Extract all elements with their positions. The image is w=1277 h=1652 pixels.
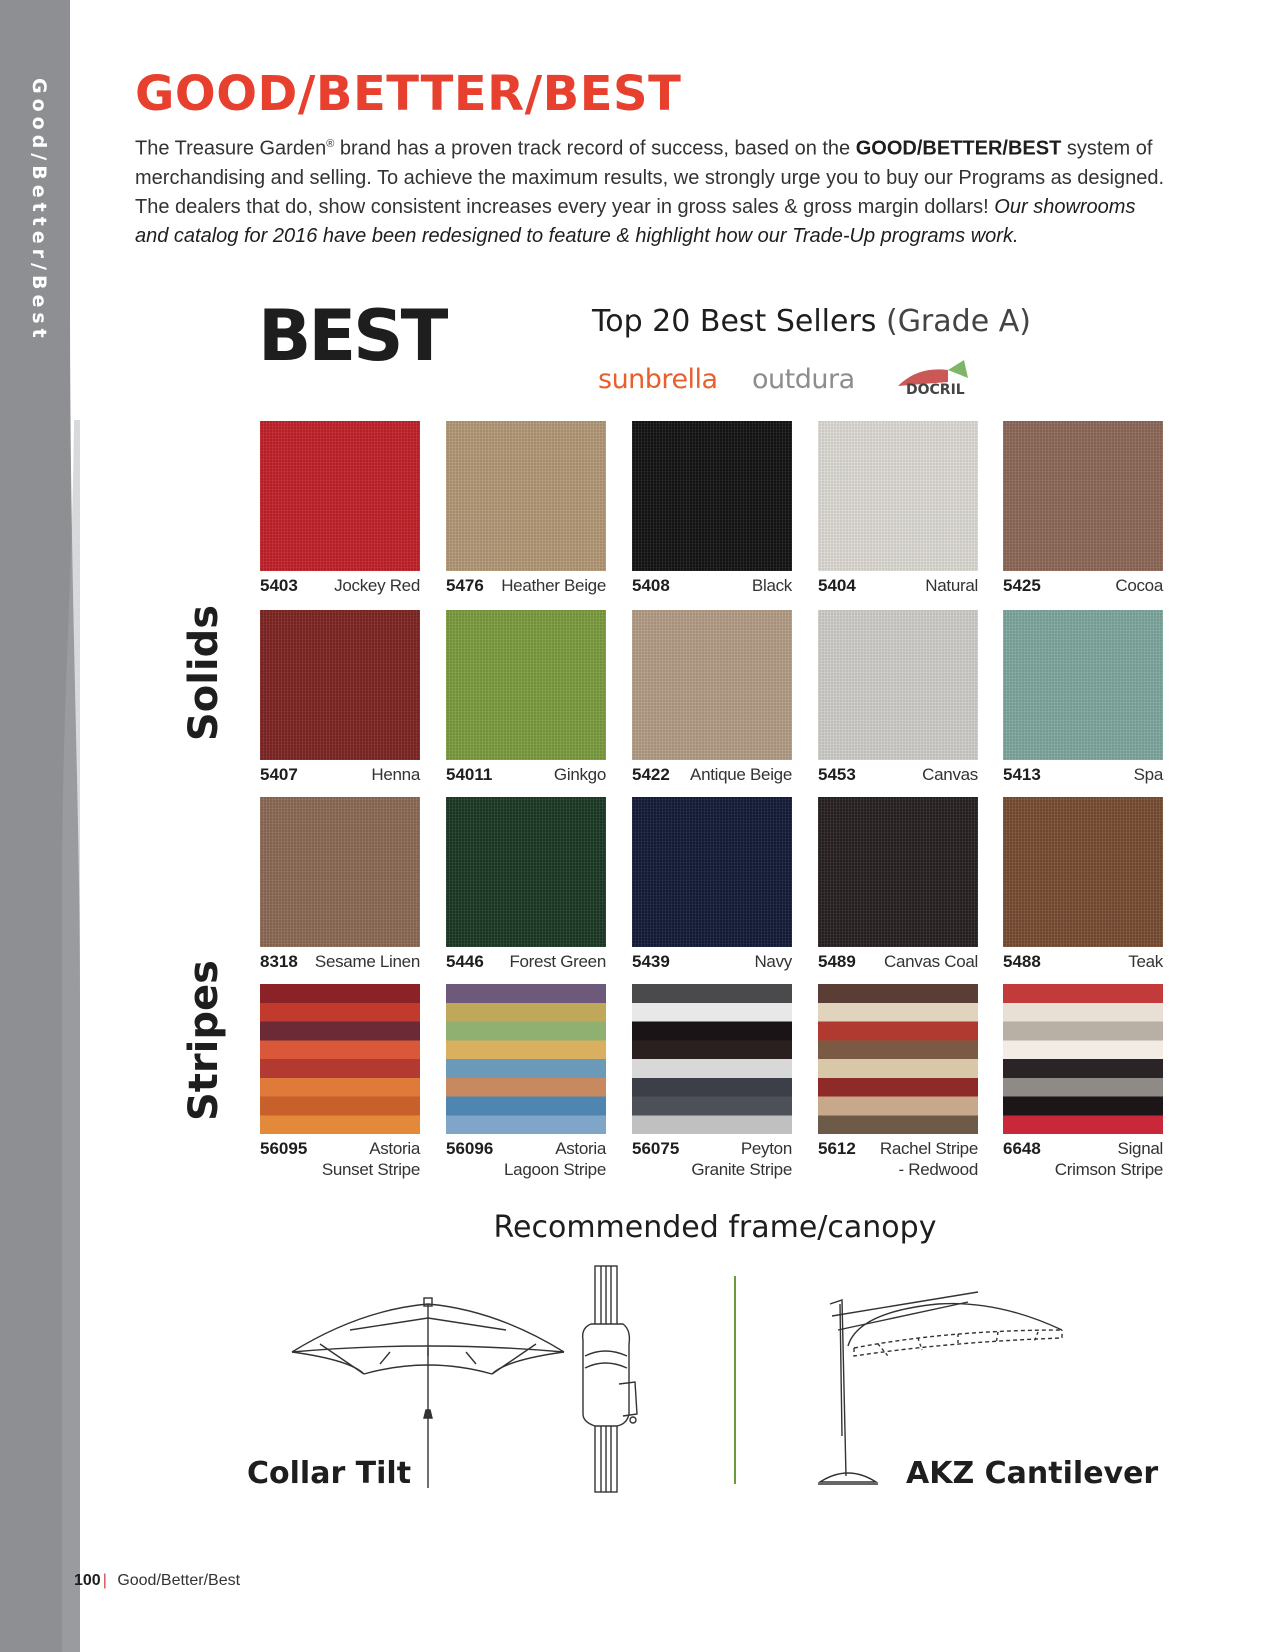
fabric-code: 56075: [632, 1139, 680, 1158]
footer-separator: |: [102, 1572, 107, 1589]
fabric-name-line2: Lagoon Stripe: [504, 1160, 606, 1179]
fabric-swatch: [632, 984, 792, 1134]
fabric-swatch: [632, 610, 792, 760]
fabric-name: Astoria: [555, 1139, 606, 1158]
fabric-name: Canvas: [922, 765, 978, 784]
footer-section-label: Good/Better/Best: [117, 1572, 241, 1589]
frame-divider: [734, 1276, 736, 1484]
fabric-code: 5407: [260, 765, 298, 784]
fabric-code: 5425: [1003, 576, 1041, 595]
fabric-swatch: [260, 610, 420, 760]
fabric-name: Antique Beige: [690, 765, 792, 784]
fabric-swatch: [446, 421, 606, 571]
fabric-name-line2: Crimson Stripe: [1054, 1160, 1163, 1179]
docril-logo-text: DOCRIL: [906, 382, 965, 398]
fabric-name: Jockey Red: [334, 576, 420, 595]
section-label-solids: Solids: [181, 604, 227, 742]
fabric-name: Heather Beige: [501, 576, 606, 595]
fabric-code: 5439: [632, 952, 670, 971]
fabric-swatch: [1003, 610, 1163, 760]
intro-text-3: system of merchandising and selling. To achieve the maximum results, we strongly urge you to buy our Programs as designed. The dealers that do, show consistent increases every year in gross sales & gross margin dollars!: [135, 137, 1165, 218]
docril-logo: [888, 356, 988, 400]
fabric-swatch: [818, 984, 978, 1134]
page-number: 100: [74, 1572, 101, 1589]
fabric-name-line2: Sunset Stripe: [321, 1160, 420, 1179]
fabric-code: 8318: [260, 952, 298, 971]
fabric-name: Henna: [371, 765, 420, 784]
fabric-name: Natural: [925, 576, 978, 595]
fabric-name: Signal: [1117, 1139, 1163, 1158]
tier-heading: BEST: [258, 295, 446, 377]
fabric-swatch: [1003, 797, 1163, 947]
fabric-code: 5404: [818, 576, 856, 595]
brand-logos: [598, 356, 1018, 402]
sidebar-label: Good/Better/Best: [28, 78, 50, 343]
outdura-logo: outdura: [752, 364, 855, 395]
grade-label: (Grade A): [885, 304, 1031, 339]
fabric-name: Sesame Linen: [314, 952, 420, 971]
top-sellers-title: Top 20 Best Sellers: [592, 304, 877, 339]
fabric-name: Peyton: [740, 1139, 792, 1158]
fabric-code: 54011: [446, 765, 493, 784]
intro-paragraph: [135, 130, 1165, 251]
fabric-code: 5453: [818, 765, 856, 784]
fabric-swatch: [818, 797, 978, 947]
fabric-swatch: [446, 984, 606, 1134]
fabric-name: Canvas Coal: [883, 952, 978, 971]
fabric-code: 5612: [818, 1139, 856, 1158]
fabric-code: 6648: [1003, 1139, 1041, 1158]
fabric-name: Cocoa: [1115, 576, 1163, 595]
fabric-code: 5488: [1003, 952, 1041, 971]
fabric-swatch: [818, 421, 978, 571]
fabric-name: Navy: [754, 952, 792, 971]
fabric-code: 5446: [446, 952, 484, 971]
fabric-name-line2: Granite Stripe: [691, 1160, 792, 1179]
fabric-name: Forest Green: [509, 952, 606, 971]
fabric-code: 56096: [446, 1139, 494, 1158]
fabric-name: Rachel Stripe: [879, 1139, 978, 1158]
fabric-swatch: [446, 610, 606, 760]
registered-mark: ®: [326, 138, 335, 150]
fabric-code: 56095: [260, 1139, 308, 1158]
fabric-swatch: [1003, 421, 1163, 571]
fabric-code: 5489: [818, 952, 856, 971]
collar-tilt-mechanism-illustration: [575, 1264, 645, 1494]
recommended-heading: Recommended frame/canopy: [493, 1210, 937, 1245]
fabric-swatch: [260, 421, 420, 571]
fabric-swatch: [260, 797, 420, 947]
frame-name-collar-tilt: Collar Tilt: [247, 1456, 412, 1491]
fabric-code: 5403: [260, 576, 298, 595]
fabric-name: Teak: [1128, 952, 1163, 971]
intro-text-2: brand has a proven track record of success, based on the: [334, 137, 856, 160]
fabric-name: Spa: [1133, 765, 1163, 784]
fabric-code: 5408: [632, 576, 670, 595]
fabric-swatch: [818, 610, 978, 760]
page-title: GOOD/BETTER/BEST: [135, 66, 682, 122]
frame-name-akz-cantilever: AKZ Cantilever: [906, 1456, 1159, 1491]
fabric-code: 5413: [1003, 765, 1041, 784]
fabric-name: Astoria: [369, 1139, 420, 1158]
fabric-swatch: [1003, 984, 1163, 1134]
top-sellers-heading: [592, 304, 1031, 339]
fabric-code: 5476: [446, 576, 484, 595]
fabric-name: Black: [751, 576, 792, 595]
intro-text-1: The Treasure Garden: [135, 137, 327, 160]
intro-italic-note: Our showrooms and catalog for 2016 have been redesigned to feature & highlight how our Trade-Up programs work.: [135, 195, 1136, 247]
fabric-swatch: [446, 797, 606, 947]
fabric-name-line2: - Redwood: [898, 1160, 978, 1179]
page-footer: [74, 1572, 240, 1590]
section-label-stripes: Stripes: [181, 960, 227, 1121]
sunbrella-logo: sunbrella: [598, 364, 718, 395]
intro-bold-system: GOOD/BETTER/BEST: [855, 137, 1062, 160]
fabric-swatch: [632, 421, 792, 571]
fabric-swatch: [260, 984, 420, 1134]
fabric-swatch: [632, 797, 792, 947]
fabric-code: 5422: [632, 765, 670, 784]
fabric-name: Ginkgo: [553, 765, 606, 784]
